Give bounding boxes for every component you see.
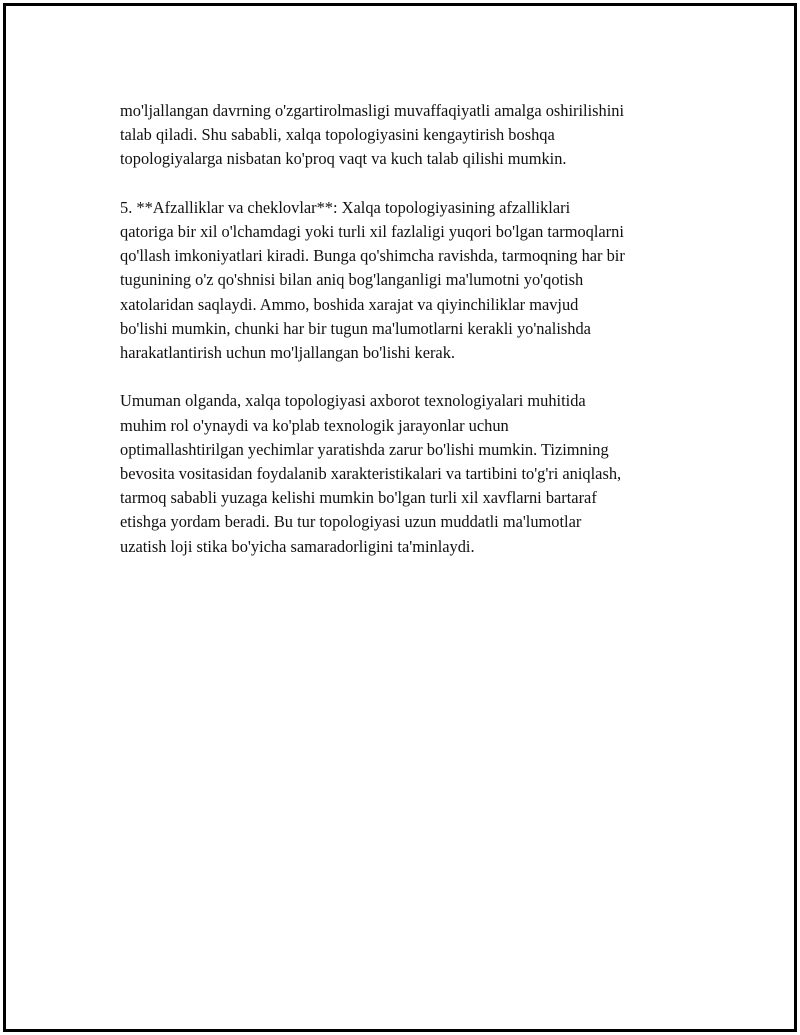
text-line: talab qiladi. Shu sababli, xalqa topologiyasini kengaytirish boshqa bbox=[120, 125, 555, 145]
text-line: qo'llash imkoniyatlari kiradi. Bunga qo'shimcha ravishda, tarmoqning har bir bbox=[120, 246, 625, 266]
text-line: bevosita vositasidan foydalanib xarakteristikalari va tartibini to'g'ri aniqlash, bbox=[120, 464, 622, 484]
paragraph-3 bbox=[120, 389, 710, 558]
document-body bbox=[120, 99, 710, 583]
text-line: muhim rol o'ynaydi va ko'plab texnologik jarayonlar uchun bbox=[120, 415, 509, 435]
text-line: harakatlantirish uchun mo'ljallangan bo'lishi kerak. bbox=[120, 343, 455, 363]
text-line: xatolaridan saqlaydi. Ammo, boshida xarajat va qiyinchiliklar mavjud bbox=[120, 294, 579, 314]
text-line: uzatish loji stika bo'yicha samaradorligini ta'minlaydi. bbox=[120, 536, 475, 556]
paragraph-1 bbox=[120, 99, 710, 172]
text-line: optimallashtirilgan yechimlar yaratishda zarur bo'lishi mumkin. Tizimning bbox=[120, 439, 609, 459]
text-line: qatoriga bir xil o'lchamdagi yoki turli xil fazlaligi yuqori bo'lgan tarmoqlarni bbox=[120, 222, 624, 241]
page-frame bbox=[3, 3, 797, 1032]
text-line: tugunining o'z qo'shnisi bilan aniq bog'langanligi ma'lumotni yo'qotish bbox=[120, 270, 584, 290]
text-line: 5. **Afzalliklar va cheklovlar**: Xalqa topologiyasining afzalliklari bbox=[120, 197, 571, 217]
text-line: Umuman olganda, xalqa topologiyasi axborot texnologiyalari muhitida bbox=[120, 391, 586, 411]
text-line: etishga yordam beradi. Bu tur topologiyasi uzun muddatli ma'lumotlar bbox=[120, 512, 582, 532]
text-line: mo'ljallangan davrning o'zgartirolmasligi muvaffaqiyatli amalga oshirilishini bbox=[120, 101, 625, 120]
text-line: bo'lishi mumkin, chunki har bir tugun ma'lumotlarni kerakli yo'nalishda bbox=[120, 318, 591, 338]
text-line: topologiyalarga nisbatan ko'proq vaqt va kuch talab qilishi mumkin. bbox=[120, 149, 567, 169]
text-line: tarmoq sababli yuzaga kelishi mumkin bo'lgan turli xil xavflarni bartaraf bbox=[120, 488, 597, 508]
paragraph-2 bbox=[120, 196, 710, 365]
